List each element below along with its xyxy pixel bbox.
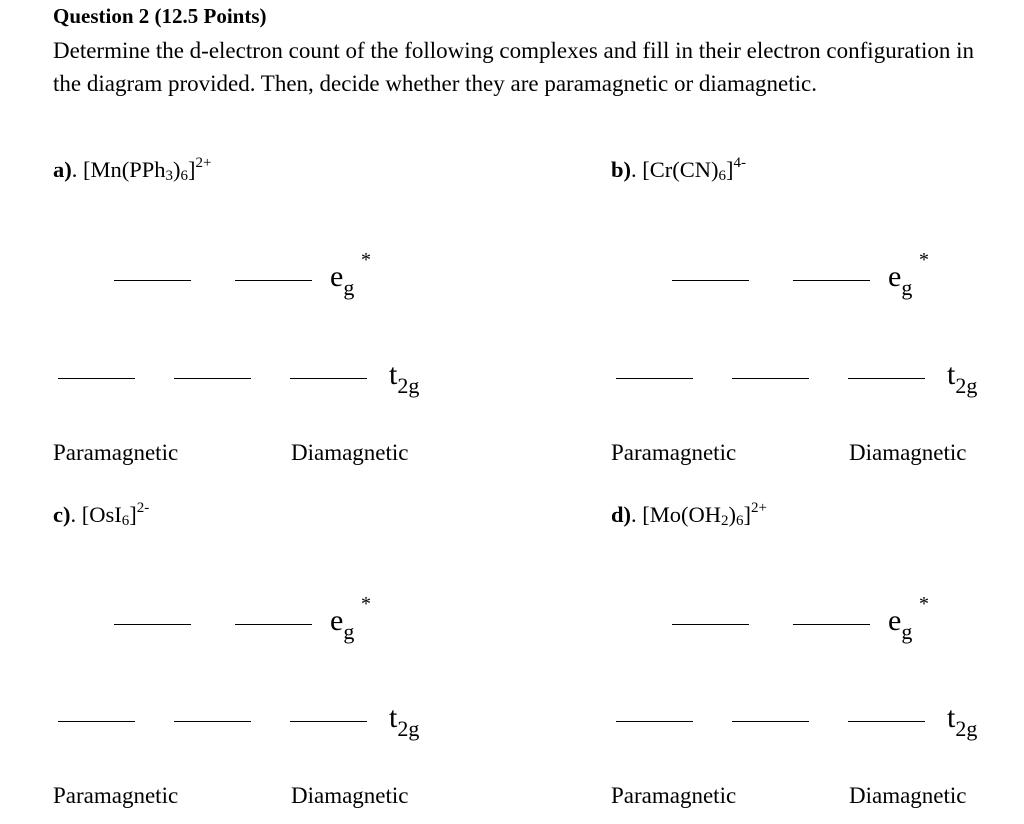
- eg-star: *: [919, 249, 929, 271]
- eg-orbital-line[interactable]: [672, 624, 749, 625]
- t2g-orbital-line[interactable]: [58, 721, 135, 722]
- eg-star: *: [919, 593, 929, 615]
- complex-d-close: ]: [743, 502, 752, 527]
- complex-a-formula: a). $[Mn(PPh_3)_6]^{2+}$: [53, 155, 212, 184]
- complex-c-open: [OsI: [81, 502, 122, 527]
- eg-orbital-line[interactable]: [235, 280, 312, 281]
- complex-d-charge: 2+: [751, 500, 767, 516]
- t2g-orbital-line[interactable]: [290, 378, 367, 379]
- complex-d-sub1: 2: [721, 513, 729, 529]
- complex-c-close: ]: [129, 502, 137, 527]
- complex-b-formula: b). $[Cr(CN)_6]^{4-}$: [611, 155, 746, 184]
- complex-c-charge: 2-: [136, 500, 150, 516]
- t2g-label: $t_{2g}$: [947, 358, 978, 398]
- complex-c-formula: c). $[OsI_6]^{2-}$: [53, 500, 150, 529]
- eg-orbital-line[interactable]: [235, 624, 312, 625]
- eg-star: *: [361, 593, 371, 615]
- paramagnetic-option[interactable]: Paramagnetic: [53, 440, 179, 465]
- complex-b-open: [Cr(CN): [642, 157, 719, 182]
- t2g-orbital-line[interactable]: [616, 378, 693, 379]
- complex-d-open: [Mo(OH: [642, 502, 722, 527]
- complex-a-charge: 2+: [195, 155, 212, 171]
- t2g-label: $t_{2g}$: [947, 701, 978, 741]
- complex-d-mid: ): [728, 502, 737, 527]
- diamagnetic-option[interactable]: Diamagnetic: [291, 783, 409, 808]
- paramagnetic-option[interactable]: Paramagnetic: [611, 440, 737, 465]
- t2g-orbital-line[interactable]: [848, 721, 925, 722]
- complex-c-letter: c): [53, 502, 71, 527]
- complex-b-charge: 4-: [733, 155, 746, 171]
- t2g-orbital-line[interactable]: [290, 721, 367, 722]
- complex-d-sub2: 6: [736, 513, 744, 529]
- t2g-label: $t_{2g}$: [389, 701, 420, 741]
- eg-orbital-line[interactable]: [793, 624, 870, 625]
- t2g-orbital-line[interactable]: [848, 378, 925, 379]
- diamagnetic-option[interactable]: Diamagnetic: [849, 783, 967, 808]
- complex-a-open: [Mn(PPh: [83, 157, 166, 182]
- eg-label: $e_g$: [330, 260, 355, 300]
- complex-b-close: ]: [726, 157, 734, 182]
- t2g-orbital-line[interactable]: [174, 378, 251, 379]
- t2g-label: $t_{2g}$: [389, 358, 420, 398]
- eg-star: *: [361, 249, 371, 271]
- complex-a-sub2: 6: [180, 168, 189, 184]
- complex-d-formula: d). $[Mo(OH_2)_6]^{2+}$: [611, 500, 767, 529]
- eg-label: $e_g$: [330, 604, 355, 644]
- paramagnetic-option[interactable]: Paramagnetic: [611, 783, 737, 808]
- eg-label: $e_g$: [888, 604, 913, 644]
- complex-b-sub2: 6: [718, 168, 726, 184]
- t2g-orbital-line[interactable]: [732, 721, 809, 722]
- t2g-orbital-line[interactable]: [616, 721, 693, 722]
- eg-orbital-line[interactable]: [793, 280, 870, 281]
- complex-b-letter: b): [611, 157, 632, 182]
- question-heading: Question 2 (12.5 Points): [53, 4, 267, 28]
- complex-a-letter: a): [53, 157, 72, 182]
- eg-orbital-line[interactable]: [672, 280, 749, 281]
- complex-a-sub1: 3: [165, 168, 174, 184]
- complex-a-close: ]: [188, 157, 196, 182]
- t2g-orbital-line[interactable]: [732, 378, 809, 379]
- eg-orbital-line[interactable]: [114, 624, 191, 625]
- question-instructions: Determine the d-electron count of the following complexes and fill in their electron configuration in the diagram provided. Then, decide whether they are paramagnetic or diamagnetic.: [53, 38, 974, 96]
- eg-orbital-line[interactable]: [114, 280, 191, 281]
- complex-d-letter: d): [611, 502, 632, 527]
- diamagnetic-option[interactable]: Diamagnetic: [849, 440, 967, 465]
- t2g-orbital-line[interactable]: [58, 378, 135, 379]
- diamagnetic-option[interactable]: Diamagnetic: [291, 440, 409, 465]
- paramagnetic-option[interactable]: Paramagnetic: [53, 783, 179, 808]
- complex-c-sub2: 6: [121, 513, 130, 529]
- t2g-orbital-line[interactable]: [174, 721, 251, 722]
- eg-label: $e_g$: [888, 260, 913, 300]
- complex-a-mid: ): [173, 157, 181, 182]
